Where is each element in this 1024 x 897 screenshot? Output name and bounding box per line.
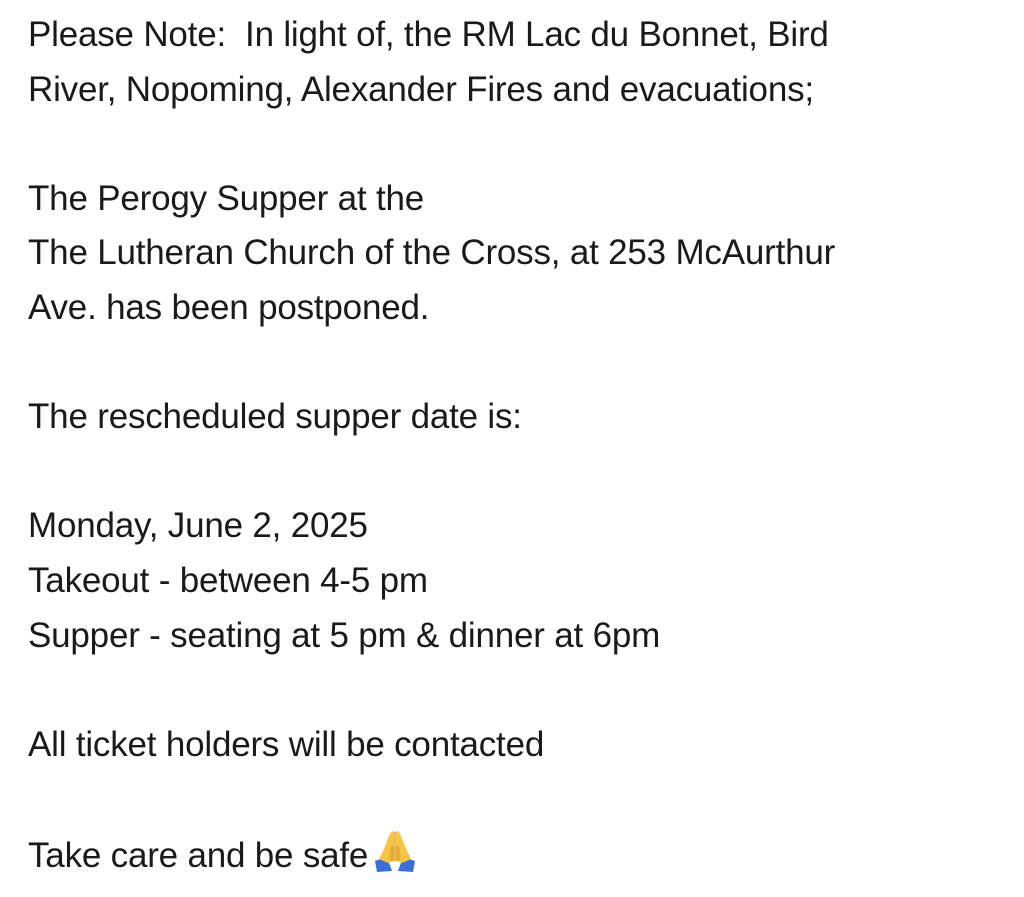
supper-line-3: Ave. has been postponed. <box>28 287 430 327</box>
message-body <box>28 8 1018 882</box>
supper-time: Supper - seating at 5 pm & dinner at 6pm <box>28 615 661 655</box>
spacer <box>28 772 1018 827</box>
closing-text: Take care and be safe <box>28 835 369 875</box>
note-line-2: River, Nopoming, Alexander Fires and evacuations; <box>28 69 814 109</box>
closing-line <box>28 827 1018 882</box>
spacer <box>28 663 1018 718</box>
ticket-holders-note: All ticket holders will be contacted <box>28 724 545 764</box>
note-line-1: Please Note: In light of, the RM Lac du Bonnet, Bird <box>28 15 829 54</box>
takeout-time: Takeout - between 4-5 pm <box>28 560 428 600</box>
supper-line-1: The Perogy Supper at the <box>28 178 425 218</box>
spacer <box>28 445 1018 500</box>
rescheduled-label: The rescheduled supper date is: <box>28 397 522 437</box>
spacer <box>28 336 1018 391</box>
supper-line-2: The Lutheran Church of the Cross, at 253 McAurthur <box>28 233 836 273</box>
folded-hands-icon <box>370 827 420 873</box>
spacer <box>28 117 1018 172</box>
event-date: Monday, June 2, 2025 <box>28 506 368 546</box>
